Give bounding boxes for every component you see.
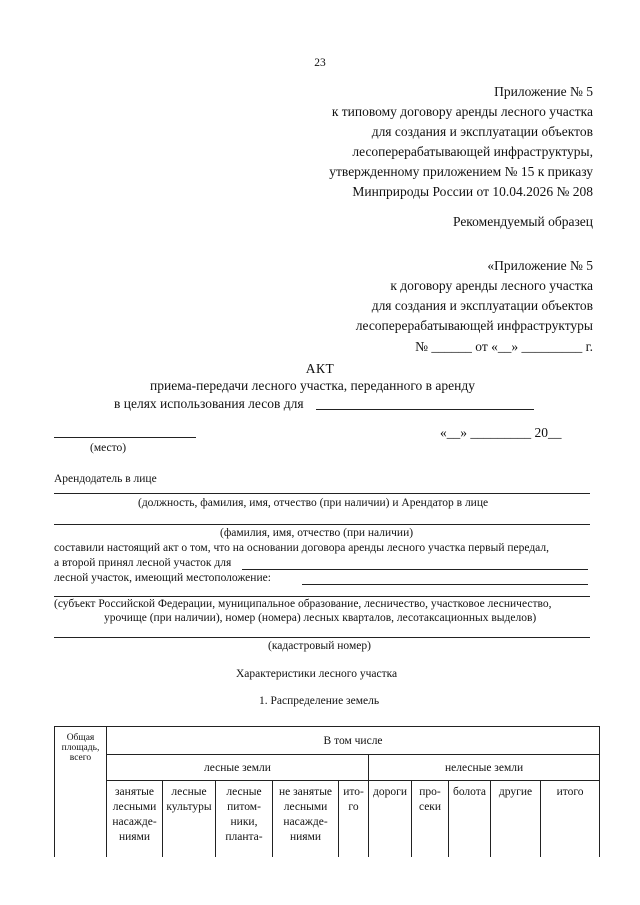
table-title: 1. Распределение земель (259, 695, 380, 707)
appendix-header-line: для создания и эксплуатации объектов (371, 124, 593, 139)
recommended-sample-label: Рекомендуемый образец (452, 214, 593, 229)
appendix-header-line: Приложение № 5 (494, 84, 593, 99)
section-title: Характеристики лесного участка (236, 668, 398, 680)
column-header: занятые лесными насажде-ниями (107, 781, 163, 857)
column-header: ито-го (339, 781, 369, 857)
contract-number-line: № ______ от «__» _________ г. (415, 339, 593, 354)
act-title: АКТ (305, 361, 335, 376)
contract-appendix-line: «Приложение № 5 (487, 258, 593, 273)
including-header: В том числе (107, 727, 600, 755)
appendix-header-line: Минприроды России от 10.04.2026 № 208 (352, 184, 593, 199)
column-header: другие (491, 781, 541, 857)
lessor-blank-line (54, 493, 590, 494)
forest-lands-header: лесные земли (107, 755, 369, 781)
body-text-line: а второй принял лесной участок для (54, 557, 232, 569)
lessor-label: Арендодатель в лице (54, 473, 157, 485)
cadastral-caption: (кадастровый номер) (268, 640, 371, 652)
total-area-header: Общая площадь, всего (55, 727, 107, 857)
lessee-name-caption: (фамилия, имя, отчество (при наличии) (220, 527, 414, 539)
column-header: не занятые лесными насажде-ниями (273, 781, 339, 857)
column-header: болота (449, 781, 491, 857)
position-caption: (должность, фамилия, имя, отчество (при наличии) и Арендатор в лице (138, 497, 489, 509)
column-header: про-секи (412, 781, 449, 857)
lessee-blank-line (54, 524, 590, 525)
location-blank-line (302, 584, 588, 585)
column-header: итого (541, 781, 600, 857)
place-caption: (место) (90, 442, 127, 454)
appendix-header-line: лесоперерабатывающей инфраструктуры, (352, 144, 593, 159)
nonforest-lands-header: нелесные земли (369, 755, 600, 781)
column-header: лесные культуры (163, 781, 216, 857)
purpose-blank-line-2 (242, 569, 588, 570)
land-distribution-table (54, 726, 600, 857)
cadastral-blank-line (54, 637, 590, 638)
contract-appendix-line: для создания и эксплуатации объектов (371, 298, 593, 313)
appendix-header-line: к типовому договору аренды лесного участка (331, 104, 593, 119)
column-header: дороги (369, 781, 412, 857)
body-text-line: составили настоящий акт о том, что на основании договора аренды лесного участка первый передал, (54, 542, 549, 554)
location-caption: урочище (при наличии), номер (номера) лесных кварталов, лесотаксационных выделов) (104, 612, 537, 624)
place-blank-line (54, 437, 196, 438)
act-subtitle: приема-передачи лесного участка, переданного в аренду (150, 378, 475, 393)
location-caption: (субъект Российской Федерации, муниципальное образование, лесничество, участковое лесничество, (54, 598, 552, 610)
body-text-line: лесной участок, имеющий местоположение: (54, 572, 271, 584)
act-purpose-label: в целях использования лесов для (114, 396, 304, 411)
contract-appendix-line: лесоперерабатывающей инфраструктуры (355, 318, 593, 333)
appendix-header-line: утвержденному приложением № 15 к приказу (329, 164, 593, 179)
act-date: «__» _________ 20__ (440, 425, 562, 440)
contract-appendix-line: к договору аренды лесного участка (390, 278, 593, 293)
location-blank-line-2 (54, 596, 590, 597)
purpose-blank-line (316, 409, 534, 410)
column-header: лесные питом-ники, планта- (216, 781, 273, 857)
page-number: 23 (314, 57, 326, 69)
